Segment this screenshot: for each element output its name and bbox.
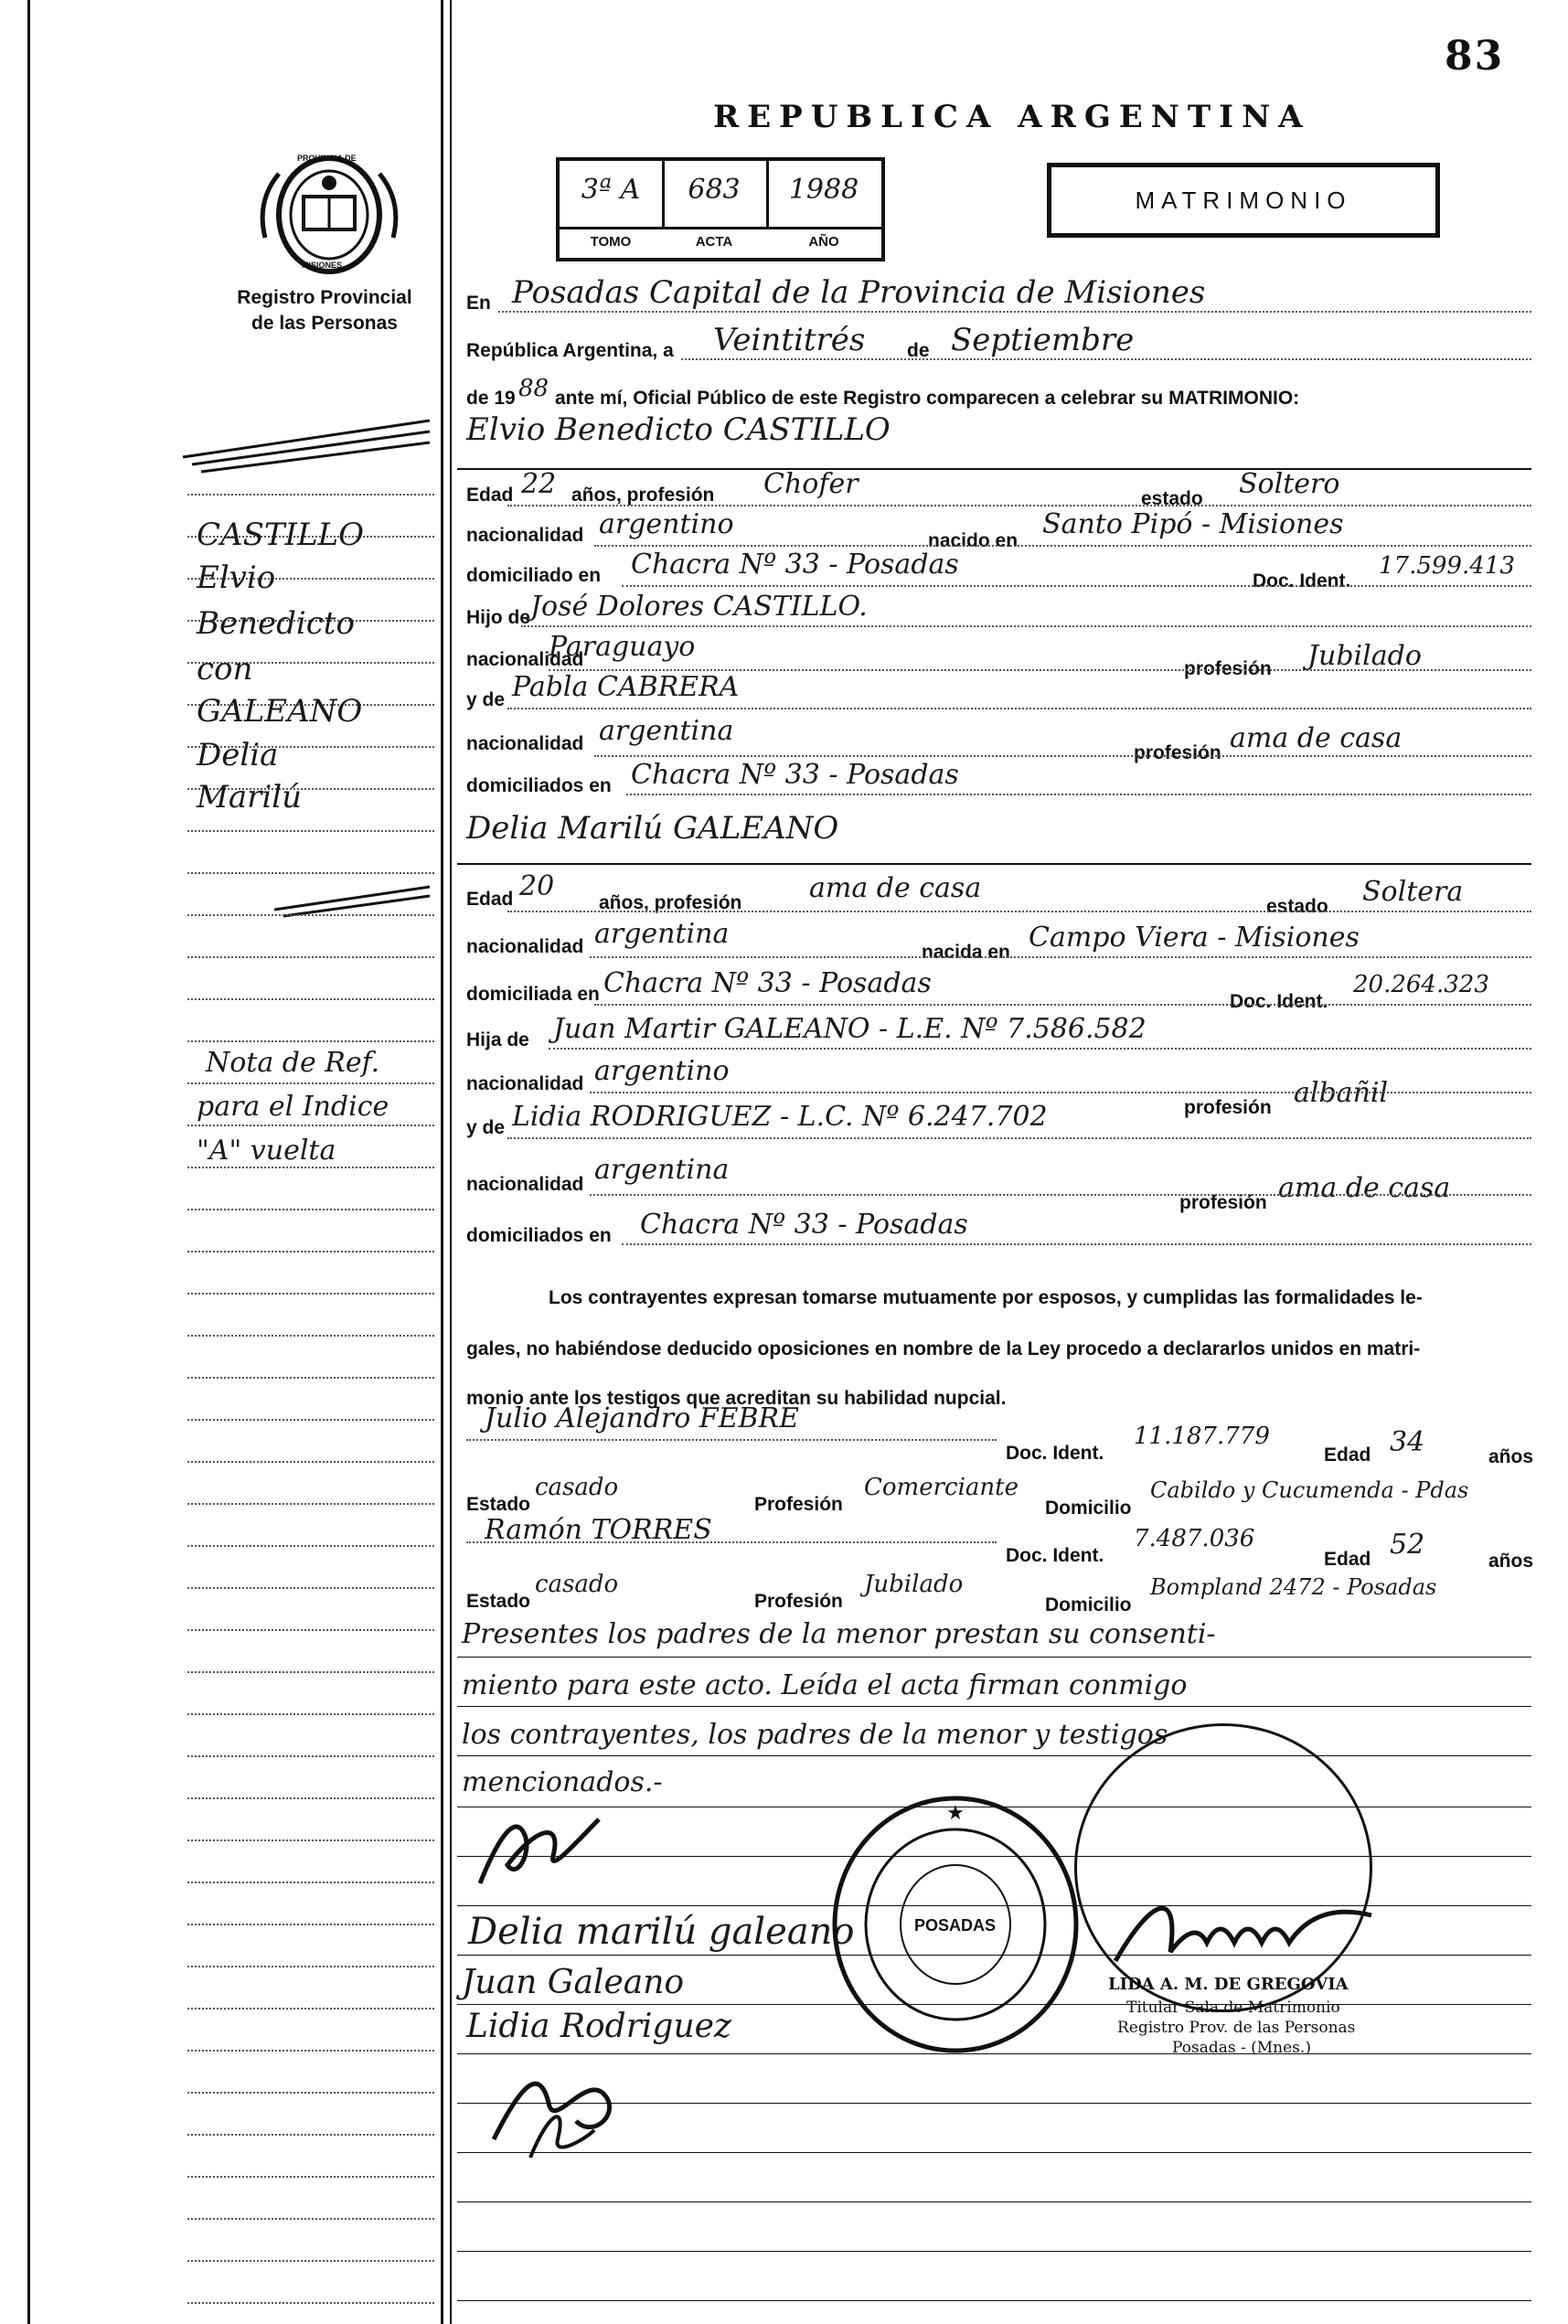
- officer-signature: [1097, 1879, 1445, 1988]
- appear-text: ante mí, Oficial Público de este Registro comparecen a celebrar su MATRIMONIO:: [555, 388, 1300, 409]
- closing-line-1: Presentes los padres de la menor prestan su consenti-: [462, 1618, 1216, 1650]
- witness2-prof-label: Profesión: [754, 1591, 843, 1612]
- bride-doc-label: Doc. Ident.: [1230, 991, 1328, 1012]
- witness2-dom-label: Domicilio: [1045, 1594, 1132, 1615]
- groom-father-prof-label: profesión: [1184, 658, 1272, 679]
- officer-stamp-line1: LIDA A. M. DE GREGOVIA: [1108, 1975, 1349, 1994]
- margin-dotted-rule: [187, 1797, 434, 1799]
- groom-nac-label: nacionalidad: [466, 525, 584, 546]
- margin-dotted-rule: [187, 1966, 434, 1967]
- margin-name-con: con: [197, 651, 253, 688]
- margin-dotted-rule: [187, 1040, 434, 1042]
- acta-value: 683: [688, 174, 741, 206]
- bride-father-nac-value: argentino: [594, 1055, 730, 1087]
- groom-mother-line: [507, 708, 1531, 709]
- bride-estado-label: estado: [1266, 896, 1328, 917]
- act-type-box: [1047, 163, 1440, 238]
- officer-stamp-line4: Posadas - (Mnes.): [1172, 2039, 1311, 2057]
- father-signature: Juan Galeano: [462, 1964, 685, 2001]
- ano-cell: [766, 161, 881, 227]
- margin-dotted-rule: [187, 872, 434, 874]
- margin-name-bride-surname: GALEANO: [197, 693, 363, 730]
- year-prefix: de 19: [466, 388, 516, 409]
- witness-signatures: [475, 2048, 658, 2167]
- tomo-value: 3ª A: [581, 174, 641, 206]
- bride-nac-line: [590, 956, 1531, 958]
- margin-dotted-rule: [187, 2176, 434, 2178]
- groom-profesion-value: Chofer: [763, 468, 859, 500]
- bride-father-prof-label: profesión: [1184, 1097, 1272, 1118]
- bride-signature: Delia marilú galeano: [468, 1911, 855, 1953]
- bride-father-nac-line: [590, 1092, 1531, 1093]
- bride-estado-value: Soltera: [1362, 876, 1464, 908]
- margin-dotted-rule: [187, 1713, 434, 1715]
- groom-parents-dom-line: [626, 794, 1531, 795]
- margin-dotted-rule: [187, 2092, 434, 2094]
- witness2-prof-value: Jubilado: [864, 1571, 964, 1598]
- margin-dotted-rule: [187, 1082, 434, 1084]
- margin-dotted-rule: [187, 1882, 434, 1883]
- declaration-line-1: Los contrayentes expresan tomarse mutuamente por esposos, y cumplidas las formalidades le-: [549, 1287, 1423, 1308]
- acta-cell: [662, 161, 769, 227]
- bride-profesion-value: ama de casa: [809, 872, 982, 904]
- bride-edad-value: 20: [519, 870, 555, 902]
- groom-mother-nac-value: argentina: [599, 715, 734, 747]
- groom-mother-nac-line: [594, 755, 1531, 757]
- date-line: [681, 358, 1531, 360]
- witness2-estado-label: Estado: [466, 1591, 531, 1612]
- bride-parents-dom-label: domiciliados en: [466, 1225, 612, 1246]
- bride-mother-line: [507, 1137, 1531, 1139]
- margin-name-second: Benedicto: [197, 605, 355, 642]
- groom-doc-value: 17.599.413: [1379, 552, 1515, 580]
- groom-nacido-value: Santo Pipó - Misiones: [1042, 508, 1344, 540]
- groom-edad-line: [507, 505, 1531, 506]
- margin-dotted-rule: [187, 1755, 434, 1757]
- groom-dom-value: Chacra Nº 33 - Posadas: [631, 549, 959, 581]
- closing-rule-2: [457, 1706, 1531, 1707]
- bride-mother-nac-value: argentina: [594, 1154, 730, 1186]
- groom-mother-value: Pabla CABRERA: [512, 671, 740, 703]
- month-value: Septiembre: [951, 322, 1135, 358]
- groom-father-nac-value: Paraguayo: [549, 631, 696, 663]
- groom-doc-label: Doc. Ident.: [1253, 570, 1351, 592]
- groom-nac-value: argentino: [599, 508, 734, 540]
- margin-ref-note-3: "A" vuelta: [197, 1135, 336, 1167]
- witness1-name-line: [466, 1439, 997, 1441]
- closing-rule-3: [457, 1755, 1531, 1756]
- witness1-estado-value: casado: [535, 1474, 619, 1501]
- bride-mother-prof-label: profesión: [1179, 1192, 1267, 1213]
- bride-edad-label: Edad: [466, 889, 514, 910]
- margin-dotted-rule: [187, 1545, 434, 1547]
- groom-anos-profesion-label: años, profesión: [571, 485, 715, 506]
- margin-dotted-rule: [187, 914, 434, 916]
- margin-strike-marks: [174, 402, 448, 494]
- witness2-doc-value: 7.487.036: [1134, 1525, 1255, 1552]
- margin-ref-note-1: Nota de Ref.: [206, 1047, 380, 1079]
- margin-dotted-rule: [187, 1671, 434, 1673]
- margin-dotted-rule: [187, 2302, 434, 2304]
- bride-doc-value: 20.264.323: [1353, 971, 1489, 998]
- witness1-prof-value: Comerciante: [864, 1474, 1019, 1501]
- groom-edad-value: 22: [521, 468, 557, 500]
- witness1-dom-value: Cabildo y Cucumenda - Pdas: [1150, 1477, 1469, 1503]
- bride-parents-dom-value: Chacra Nº 33 - Posadas: [640, 1209, 968, 1241]
- place-value: Posadas Capital de la Provincia de Misiones: [512, 274, 1206, 311]
- witness1-edad-value: 34: [1390, 1426, 1425, 1458]
- officer-stamp-line3: Registro Prov. de las Personas: [1117, 2019, 1356, 2037]
- bride-yde-label: y de: [466, 1117, 506, 1138]
- margin-dotted-rule: [187, 1125, 434, 1126]
- groom-parents-dom-value: Chacra Nº 33 - Posadas: [631, 759, 959, 791]
- signature-rule: [457, 2300, 1531, 2301]
- witness1-prof-label: Profesión: [754, 1494, 843, 1515]
- bride-mother-nac-line: [590, 1194, 1531, 1196]
- groom-yde-label: y de: [466, 689, 506, 710]
- witness1-anos-label: años: [1488, 1446, 1534, 1467]
- seal-center-text: POSADAS: [914, 1916, 997, 1935]
- groom-name-rule: [457, 468, 1531, 470]
- bride-edad-line: [507, 911, 1531, 912]
- bride-nacida-label: nacida en: [922, 942, 1010, 963]
- groom-edad-label: Edad: [466, 485, 514, 506]
- bride-nac-value: argentina: [594, 918, 730, 950]
- groom-signature: [462, 1801, 626, 1902]
- bride-parents-dom-line: [622, 1243, 1531, 1245]
- groom-father-nac-label: nacionalidad: [466, 649, 584, 670]
- closing-line-2: miento para este acto. Leída el acta firman conmigo: [462, 1669, 1188, 1701]
- groom-estado-label: estado: [1141, 488, 1203, 509]
- bride-nacida-value: Campo Viera - Misiones: [1029, 922, 1360, 954]
- ano-label: AÑO: [808, 234, 839, 250]
- column-divider-rule-inner: [450, 0, 452, 2324]
- bride-dom-value: Chacra Nº 33 - Posadas: [603, 967, 932, 999]
- svg-text:★: ★: [946, 1802, 965, 1825]
- year-suffix: 88: [518, 375, 549, 402]
- groom-mother-nac-label: nacionalidad: [466, 733, 584, 754]
- registry-name-line1: Registro Provincial: [237, 287, 412, 308]
- margin-dotted-rule: [187, 956, 434, 958]
- bride-mother-nac-label: nacionalidad: [466, 1174, 584, 1195]
- groom-dom-label: domiciliado en: [466, 565, 602, 586]
- witness2-name-line: [466, 1541, 997, 1543]
- declaration-line-2: gales, no habiéndose deducido oposiciones en nombre de la Ley procedo a declararlos unidos en matri-: [466, 1338, 1421, 1359]
- witness1-doc-value: 11.187.779: [1134, 1423, 1270, 1450]
- groom-name: Elvio Benedicto CASTILLO: [466, 411, 891, 448]
- margin-name-bride-first: Delia: [197, 737, 279, 773]
- margin-name-first: Elvio: [197, 560, 276, 596]
- bride-nac-label: nacionalidad: [466, 936, 584, 957]
- margin-dotted-rule: [187, 2134, 434, 2136]
- groom-mother-prof-label: profesión: [1134, 742, 1221, 763]
- republic-label: República Argentina, a: [466, 340, 674, 361]
- witness1-estado-label: Estado: [466, 1494, 531, 1515]
- record-reference-box: [556, 157, 885, 261]
- groom-parents-dom-label: domiciliados en: [466, 775, 612, 796]
- bride-dom-label: domiciliada en: [466, 984, 600, 1005]
- bride-father-nac-label: nacionalidad: [466, 1073, 584, 1094]
- bride-anos-profesion-label: años, profesión: [599, 892, 742, 913]
- bride-mother-prof-value: ama de casa: [1278, 1172, 1451, 1204]
- declaration-line-3: monio ante los testigos que acreditan su habilidad nupcial.: [466, 1388, 1007, 1409]
- place-line: [498, 311, 1531, 313]
- groom-father-prof-value: Jubilado: [1307, 640, 1422, 672]
- margin-dotted-rule: [187, 2050, 434, 2052]
- margin-dotted-rule: [187, 1419, 434, 1421]
- bride-father-line: [549, 1048, 1531, 1050]
- acta-label: ACTA: [695, 234, 733, 250]
- groom-father-value: José Dolores CASTILLO.: [530, 591, 868, 623]
- margin-dotted-rule: [187, 830, 434, 832]
- bride-father-value: Juan Martir GALEANO - L.E. Nº 7.586.582: [553, 1013, 1147, 1045]
- margin-name-surname: CASTILLO: [197, 517, 364, 553]
- witness2-edad-value: 52: [1390, 1529, 1425, 1561]
- bride-hija-label: Hija de: [466, 1029, 529, 1050]
- bride-mother-value: Lidia RODRIGUEZ - L.C. Nº 6.247.702: [512, 1101, 1048, 1133]
- page-number: 83: [1445, 33, 1505, 80]
- witness2-name: Ramón TORRES: [485, 1514, 712, 1546]
- mother-signature: Lidia Rodriguez: [466, 2008, 731, 2045]
- margin-dotted-rule: [187, 494, 434, 496]
- signature-rule: [457, 2251, 1531, 2252]
- margin-strike-marks-2: [265, 878, 439, 923]
- signature-rule: [457, 2201, 1531, 2202]
- margin-dotted-rule: [187, 1335, 434, 1337]
- act-type-label: MATRIMONIO: [1135, 186, 1352, 214]
- margin-ref-note-2: para el Indice: [197, 1091, 389, 1123]
- bride-dom-line: [594, 1004, 1531, 1006]
- column-divider-rule: [441, 0, 443, 2324]
- emblem-bottom-text: MISIONES: [302, 261, 343, 270]
- witness2-doc-label: Doc. Ident.: [1006, 1545, 1104, 1566]
- margin-dotted-rule: [187, 1209, 434, 1210]
- month-de-label: de: [907, 340, 930, 361]
- groom-father-line: [521, 625, 1531, 627]
- groom-estado-value: Soltero: [1239, 468, 1340, 500]
- margin-dotted-rule: [187, 2260, 434, 2262]
- witness2-anos-label: años: [1488, 1551, 1534, 1572]
- witness2-dom-value: Bompland 2472 - Posadas: [1150, 1574, 1437, 1600]
- groom-nac-line: [594, 545, 1531, 547]
- bride-name-rule: [457, 863, 1531, 865]
- margin-name-bride-second: Marilú: [197, 779, 302, 816]
- day-value: Veintitrés: [713, 322, 866, 358]
- emblem-top-text: PROVINCIA DE: [297, 154, 357, 163]
- bride-father-prof-value: albañil: [1294, 1077, 1389, 1109]
- tomo-label: TOMO: [590, 234, 632, 250]
- groom-nacido-label: nacido en: [928, 530, 1019, 551]
- ref-box-divider: [560, 227, 881, 229]
- witness1-dom-label: Domicilio: [1045, 1498, 1132, 1519]
- bride-name: Delia Marilú GALEANO: [466, 810, 839, 847]
- witness1-name: Julio Alejandro FEBRE: [485, 1402, 800, 1434]
- registry-name-line2: de las Personas: [251, 313, 398, 334]
- witness2-estado-value: casado: [535, 1571, 619, 1598]
- tomo-cell: [560, 161, 665, 227]
- margin-dotted-rule: [187, 998, 434, 1000]
- closing-line-4: mencionados.-: [462, 1766, 663, 1798]
- margin-dotted-rule: [187, 1503, 434, 1505]
- witness1-doc-label: Doc. Ident.: [1006, 1443, 1104, 1464]
- margin-dotted-rule: [187, 1924, 434, 1925]
- closing-line-3: los contrayentes, los padres de la menor y testigos: [462, 1719, 1168, 1751]
- margin-dotted-rule: [187, 1293, 434, 1295]
- margin-dotted-rule: [187, 2008, 434, 2010]
- place-label: En: [466, 293, 491, 314]
- groom-mother-prof-value: ama de casa: [1230, 722, 1403, 754]
- margin-dotted-rule: [187, 1251, 434, 1253]
- margin-dotted-rule: [187, 1167, 434, 1168]
- groom-hijo-label: Hijo de: [466, 607, 531, 628]
- witness1-edad-label: Edad: [1324, 1445, 1371, 1466]
- margin-dotted-rule: [187, 1587, 434, 1589]
- country-title: REPUBLICA ARGENTINA: [713, 99, 1311, 135]
- margin-dotted-rule: [187, 2218, 434, 2220]
- groom-dom-line: [622, 585, 1531, 587]
- closing-rule-1: [457, 1657, 1531, 1658]
- witness2-edad-label: Edad: [1324, 1549, 1371, 1570]
- margin-dotted-rule: [187, 1377, 434, 1379]
- officer-stamp-line2: Titular Sala de Matrimonio: [1126, 1999, 1340, 2017]
- margin-dotted-rule: [187, 1839, 434, 1841]
- ano-value: 1988: [788, 174, 859, 206]
- margin-dotted-rule: [187, 1629, 434, 1631]
- left-margin-rule: [27, 0, 30, 2324]
- margin-dotted-rule: [187, 1461, 434, 1463]
